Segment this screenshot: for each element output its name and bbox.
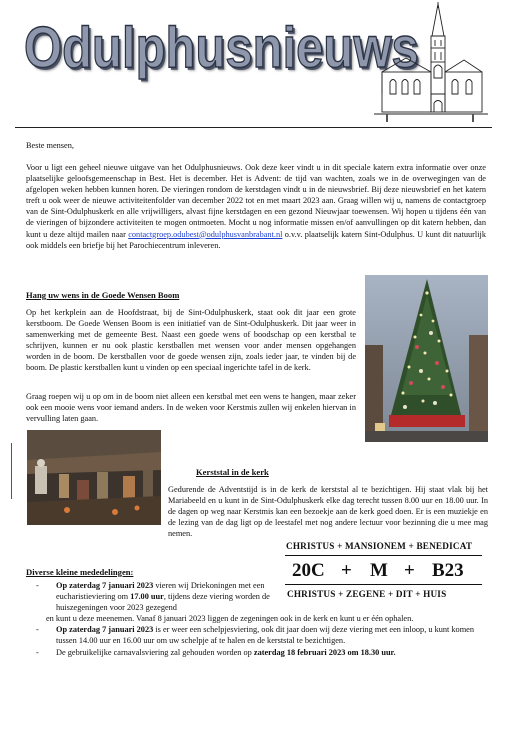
chalk-inscription-dutch: CHRISTUS + ZEGENE + DIT + HUIS (287, 589, 447, 599)
nativity-heading: Kerststal in de kerk (196, 467, 269, 477)
note-item-2: - Op zaterdag 7 januari 2023 is er weer een schelpjesviering, ook dit jaar doen wij deze viering met een inloop, u kunt komen tussen 14.00 uur en 16.00 uur om uw schelpje af te halen en de kerststal te bezichtigen. (36, 625, 474, 646)
intro-after-link: o.v.v. plaatselijk katern Sint-Odulphus. U kunt dit natuurlijk ook middels een briefje bij het Parochiecentrum inleveren. (26, 229, 486, 250)
notes-heading: Diverse kleine mededelingen: (26, 567, 134, 577)
chalk-plus-1: + (341, 560, 352, 581)
wish-tree-paragraph-2: Graag roepen wij u op om in de boom niet alleen een kerstbal met een wens te hangen, maar zeker ook een mooie wens voor iemand anders. In de weken voor Kerstmis zullen wij enkelen hiervan in vervulling laten gaan. (26, 392, 356, 424)
note-1-text-b: , tijdens deze viering worden de huiszegeningen voor 2023 gezegend (56, 592, 270, 613)
christmas-tree-photo (365, 275, 488, 442)
chalk-plus-2: + (404, 560, 415, 581)
note-item-1-continued (26, 613, 486, 624)
masthead-rule (15, 127, 492, 128)
wish-tree-heading: Hang uw wens in de Goede Wensen Boom (26, 290, 180, 300)
intro-text: Voor u ligt een geheel nieuwe uitgave van het Odulphusnieuws. Ook deze keer vindt u in dit speciale katern extra informatie over onze plaatselijke geloofsgemeenschap in Best. Het is december. Het is Advent: de tijd van wachten, zoals we in de overwegingen van de afgelopen weken hebben kunnen horen. De vieringen rondom de kerstdagen vindt u in de nieuwsbrief. Bij deze nieuwsbrief en het katern treft u ook weer de nieuwe activiteitenfolder van december 2022 tot en met maart 2023 aan. Graag willen wij u, namens de contactgroep van de Sint-Odulphuskerk en alle vrijwilligers, alvast fijne kerstdagen en een gezond Nieuwjaar toewensen. Wij hopen u tijdens één van de vieringen of bijzondere activiteiten te mogen ontmoeten. Mocht u nog informatie missen en/of aanvullingen op dit katern hebben, dan kunt u deze altijd mailen naar (26, 163, 486, 239)
chalk-inscription-latin: CHRISTUS + MANSIONEM + BENEDICAT (286, 541, 473, 551)
notes-list (26, 580, 486, 658)
note-item-1: - Op zaterdag 7 januari 2023 vieren wij Driekoningen met een eucharistieviering om 17.00 uur, tijdens deze viering worden de huiszegeningen voor 2023 gezegend (36, 581, 270, 613)
margin-line (11, 443, 12, 499)
chalk-year-start: 20C (292, 560, 325, 581)
note-1-date: Op zaterdag 7 januari 2023 (56, 581, 154, 590)
nativity-scene-photo (27, 430, 161, 525)
note-1-text-a: vieren wij Driekoningen met een eucharistieviering om (56, 581, 265, 602)
note-3-date: zaterdag 18 februari 2023 om 18.30 uur. (253, 647, 396, 657)
chalk-letter-m: M (370, 560, 388, 581)
church-illustration (372, 2, 490, 126)
intro-paragraph (26, 162, 486, 251)
wish-tree-paragraph-1: Op het kerkplein aan de Hoofdstraat, bij de Sint-Odulphuskerk, staat ook dit jaar een grote kerstboom. De Goede Wensen Boom is een initiatief van de Sint-Odulphuskerk. Dit jaar weer in samenwerking met de gemeente Best. Naast een goede wens of boodschap op een kerstbal te schrijven, kunnen er nu ook plastic kerstballen met wensen voor ander mensen opgehangen worden in de boom. De kerstballen voor de goede wensen zijn, zoals ieder jaar, te vinden bij de boom. De plastic kerstballen kunt u vinden op een speciaal ingerichte tafel in de kerk. (26, 308, 356, 373)
greeting: Beste mensen, (26, 141, 74, 150)
chalk-rule-top (285, 555, 482, 556)
note-3-text: De gebruikelijke carnavalsviering zal gehouden worden op (56, 647, 254, 657)
chalk-year-end: B23 (432, 560, 464, 581)
note-2-text: is er weer een schelpjesviering, ook dit jaar doen wij deze viering met een inloop, u kunt komen tussen 14.00 uur en 16.00 uur om uw schelpje af te halen en de kerststal te bezichtigen. (56, 625, 474, 646)
note-1-continuation: en kunt u deze meenemen. Vanaf 8 januari 2023 liggen de zegeningen ook in de kerk en kunt u er één ophalen. (46, 614, 414, 624)
note-item-3: - De gebruikelijke carnavalsviering zal gehouden worden op zaterdag 18 februari 2023 om 18.30 uur. (36, 647, 396, 657)
note-2-date: Op zaterdag 7 januari 2023 (56, 625, 154, 635)
note-1-time: 17.00 uur (130, 592, 164, 602)
nativity-paragraph: Gedurende de Adventstijd is in de kerk de kerststal al te bezichtigen. Hij staat vlak bij het Mariabeeld en u kunt in de Sint-Odulphuskerk elke dag terecht tussen 8.00 uur en 18.00 uur. In de dagen op weg naar Kerstmis kan een bezoekje aan de kerk goed doen. Er is een muziekje en de lezing van de dag ligt op de leestafel met nog andere lectuur voor bezinning die u mee mag nemen. (168, 485, 488, 539)
contact-email-link[interactable]: contactgroep.odubest@odulphusvanbrabant.nl (128, 229, 283, 239)
masthead-title: Odulphusnieuws (24, 16, 419, 81)
